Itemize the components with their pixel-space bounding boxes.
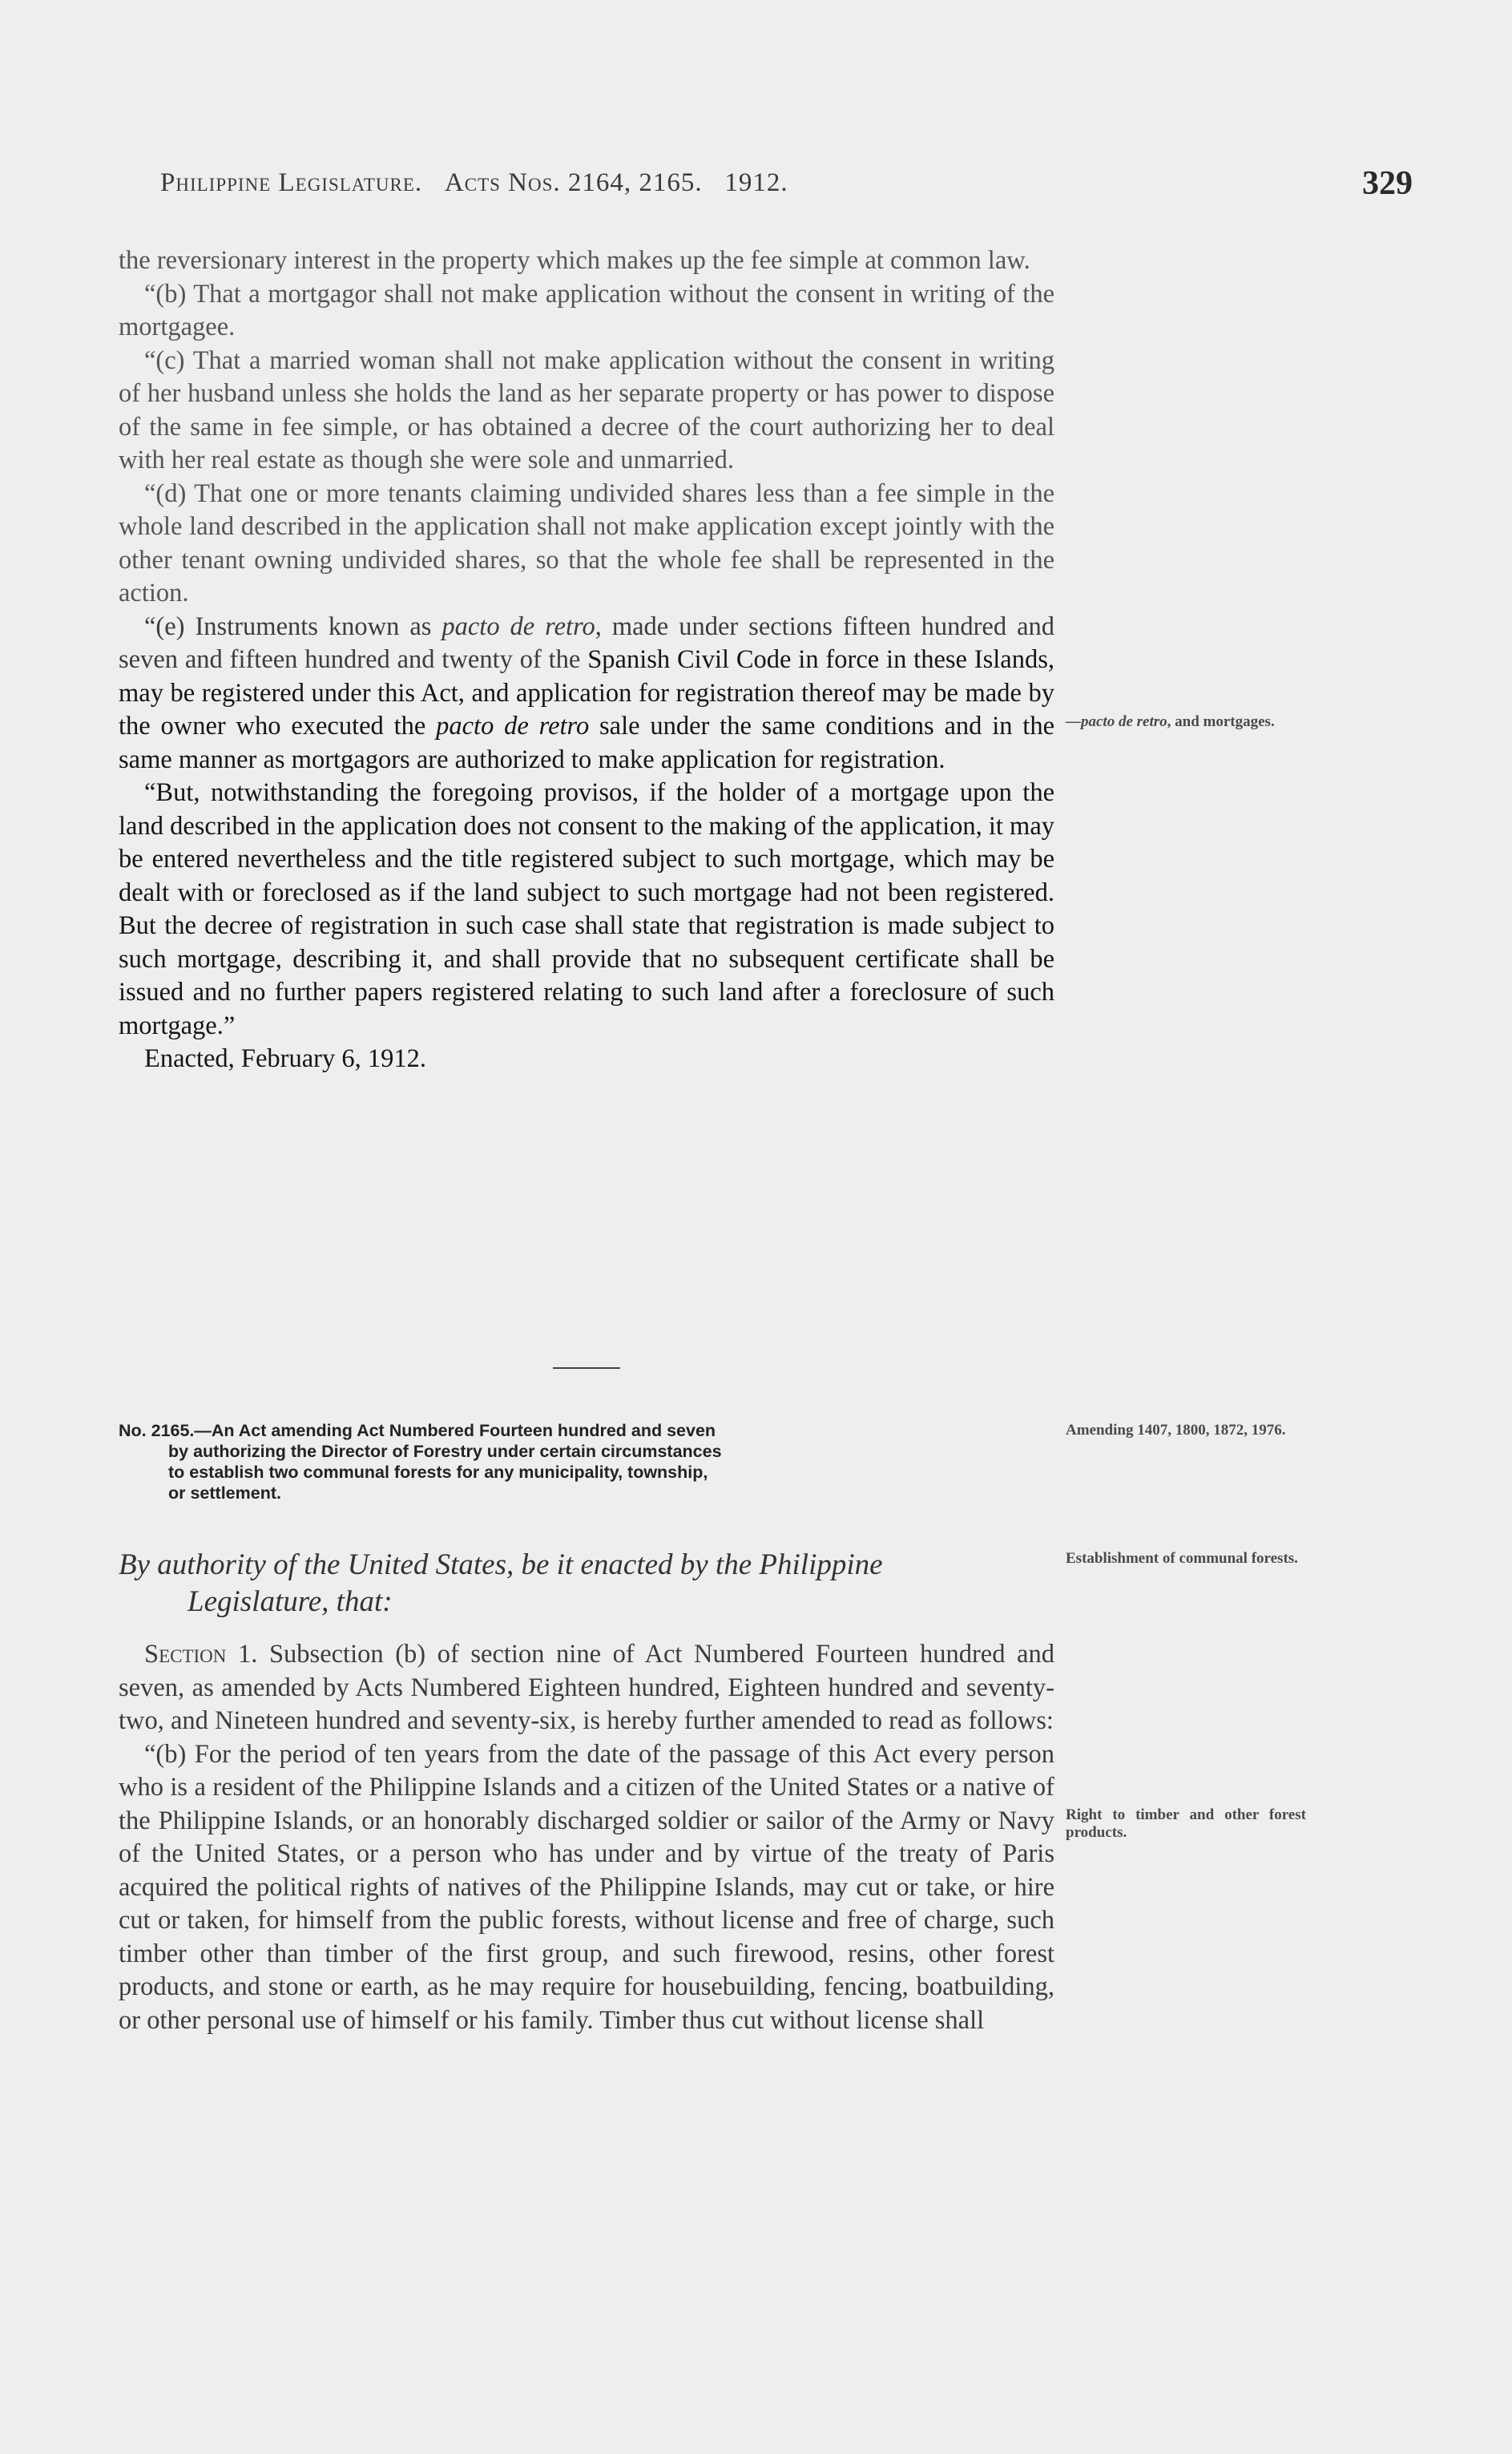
paragraph-but: “But, notwithstanding the foregoing provisos, if the holder of a mortgage upon the land described in the application does not consent to the making of the application, it may be entered nevertheless and the title registered subject to such mortgage, which may be dealt with or foreclosed as if the land subject to such mortgage had not been registered. But the decree of registration in such case shall state that registration is made subject to such mortgage, describing it, and shall provide that no subsequent certificate shall be issued and no further papers registered relating to such land after a foreclosure of such mortgage.”	[119, 778, 1054, 1040]
margin-note-pacto-de-retro: —pacto de retro, and mortgages.	[1066, 713, 1275, 730]
act-2165-body	[119, 1638, 1054, 2037]
running-header	[160, 168, 1010, 198]
paragraph-b: “(b) That a mortgagor shall not make application without the consent in writing of the mortgagee.	[119, 279, 1054, 341]
margin-note-amending: Amending 1407, 1800, 1872, 1976.	[1066, 1422, 1286, 1439]
header-acts: Acts Nos. 2164, 2165.	[444, 168, 703, 197]
page-number: 329	[1362, 165, 1413, 202]
paragraph-reversionary: the reversionary interest in the property which makes up the fee simple at common law.	[119, 246, 1030, 275]
enacted-date: Enacted, February 6, 1912.	[144, 1044, 426, 1073]
header-legislature: Philippine Legislature.	[160, 168, 423, 197]
margin-note-right-to-timber: Right to timber and other forest products.	[1066, 1806, 1306, 1841]
act-2165-title: No. 2165.—An Act amending Act Numbered Fourteen hundred and seven by authorizing the Director of Forestry under certain circumstances to establish two communal forests for any municipality, township, or settlement.	[119, 1421, 722, 1503]
section-1: Section 1. Subsection (b) of section nine of Act Numbered Fourteen hundred and seven, as amended by Acts Numbered Eighteen hundred, Eighteen hundred and seventy-two, and Nineteen hundred and seventy-six, is hereby further amended to read as follows:	[119, 1640, 1054, 1735]
paragraph-e: “(e) Instruments known as pacto de retro, made under sections fifteen hundred and seven and fifteen hundred and twenty of the Spanish Civil Code in force in these Islands, may be registered under this Act, and application for registration thereof may be made by the owner who executed the pacto de retro sale under the same conditions and in the same manner as mortgagors are authorized to make application for registration.	[119, 611, 1055, 774]
paragraph-d: “(d) That one or more tenants claiming undivided shares less than a fee simple in the whole land described in the application shall not make application except jointly with the other tenant owning undivided shares, so that the whole fee shall be represented in the action.	[119, 478, 1054, 607]
act-2164-continuation	[119, 244, 1054, 1076]
margin-note-establishment: Establishment of communal forests.	[1066, 1550, 1298, 1567]
paragraph-c: “(c) That a married woman shall not make application without the consent in writing of her husband unless she holds the land as her separate property or has power to dispose of the same in fee simple, or has obtained a decree of the court authorizing her to deal with her real estate as though she were sole and unmarried.	[119, 345, 1054, 474]
section-divider	[553, 1367, 620, 1369]
subsection-b: “(b) For the period of ten years from the date of the passage of this Act every person who is a resident of the Philippine Islands and a citizen of the United States or a native of the Philippine Islands, or an honorably discharged soldier or sailor of the Army or Navy of the United States, or a person who has under and by virtue of the treaty of Paris acquired the political rights of natives of the Philippine Islands, may cut or take, or hire cut or taken, for himself from the public forests, without license and free of charge, such timber other than timber of the first group, and such firewood, resins, other forest products, and stone or earth, as he may require for housebuilding, fencing, boatbuilding, or other personal use of himself or his family. Timber thus cut without license shall	[119, 1739, 1054, 2035]
enacting-clause: By authority of the United States, be it enacted by the Philippine Legislature, that:	[119, 1548, 883, 1618]
header-year: 1912.	[724, 168, 788, 197]
